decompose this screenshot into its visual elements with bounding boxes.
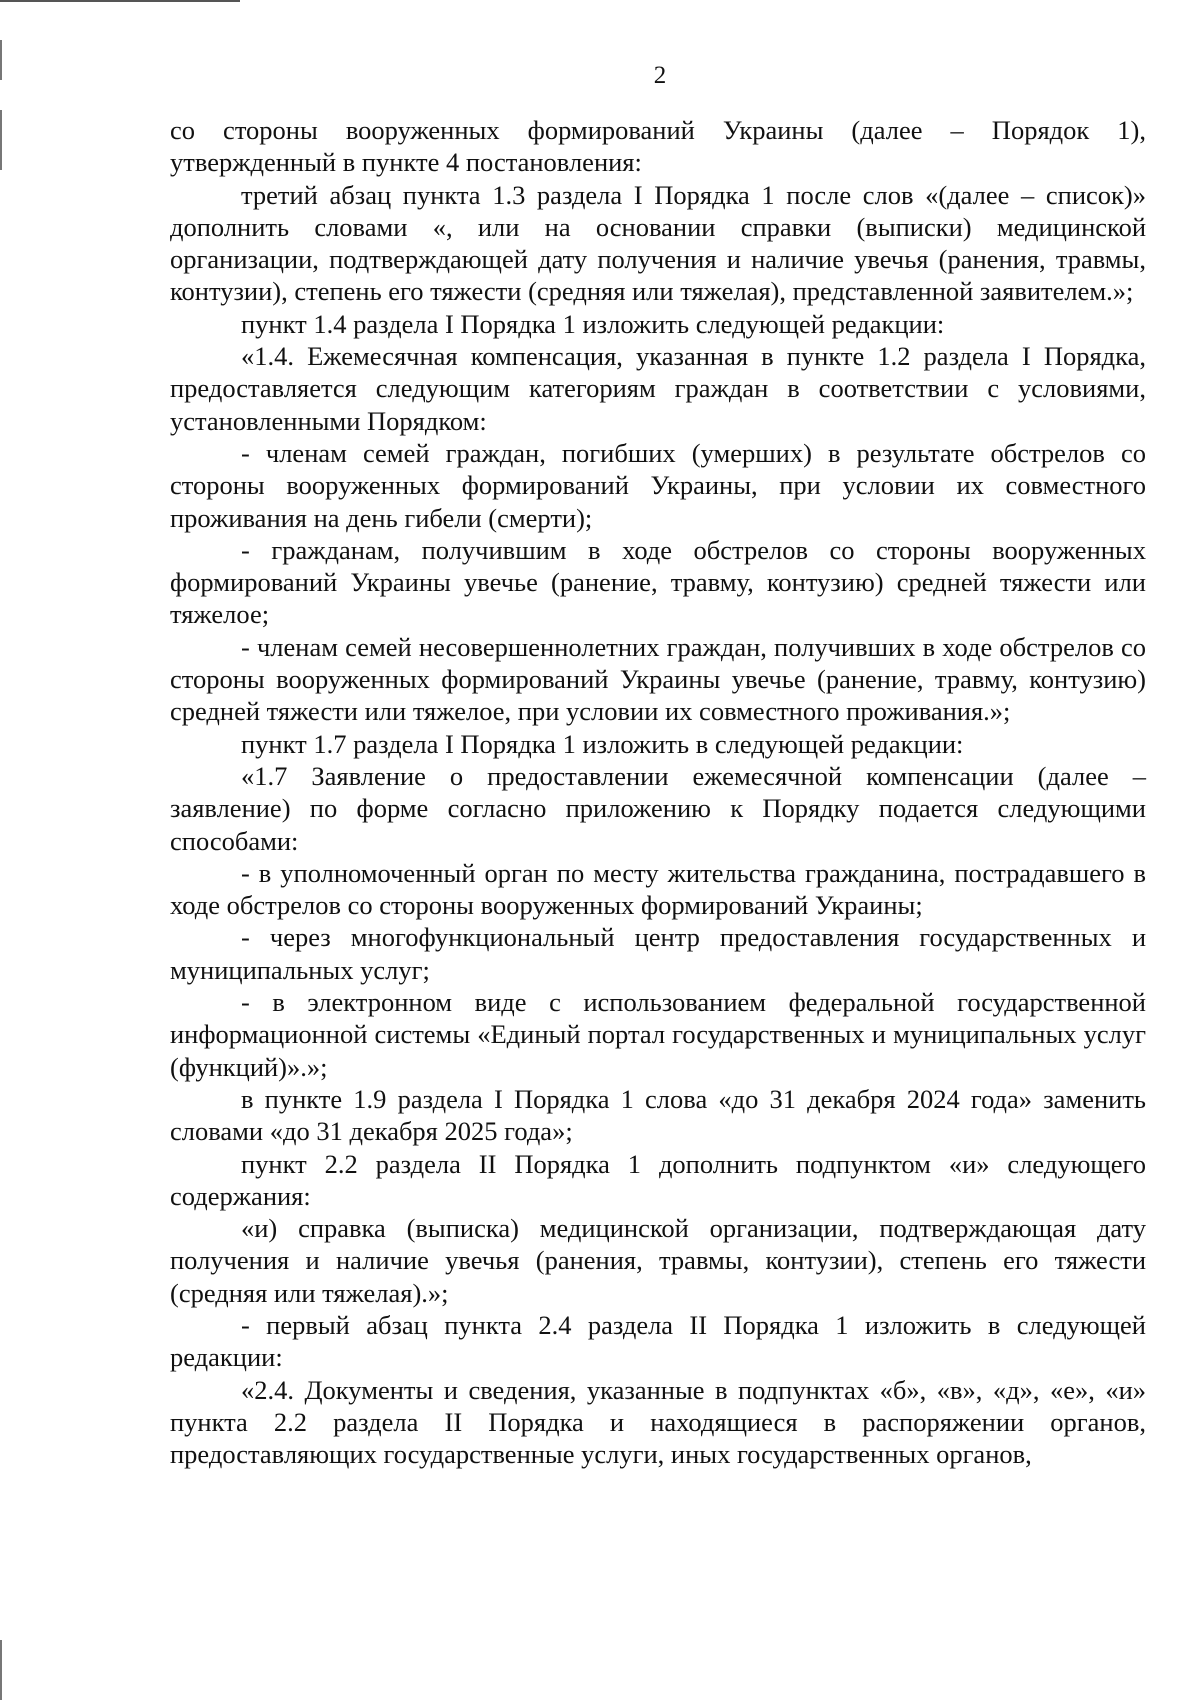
- paragraph: «1.7 Заявление о предоставлении ежемесячной компенсации (далее – заявление) по форме согласно приложению к Порядку подается следующими способами:: [170, 760, 1146, 856]
- paragraph: в пункте 1.9 раздела I Порядка 1 слова «до 31 декабря 2024 года» заменить словами «до 31 декабря 2025 года»;: [170, 1083, 1146, 1147]
- paragraph: пункт 2.2 раздела II Порядка 1 дополнить подпунктом «и» следующего содержания:: [170, 1148, 1146, 1211]
- paragraph: «и) справка (выписка) медицинской организации, подтверждающая дату получения и наличие увечья (ранения, травмы, контузии), степень его тяжести (средняя или тяжелая).»;: [170, 1213, 1146, 1308]
- document-body: [170, 114, 1146, 1470]
- paragraph: - первый абзац пункта 2.4 раздела II Порядка 1 изложить в следующей редакции:: [170, 1309, 1146, 1373]
- scan-edge-mark: [0, 0, 240, 2]
- paragraph: - в уполномоченный орган по месту жительства гражданина, пострадавшего в ходе обстрелов со стороны вооруженных формирований Украины;: [170, 857, 1146, 921]
- paragraph: - через многофункциональный центр предоставления государственных и муниципальных услуг;: [170, 922, 1146, 985]
- page-number: 2: [653, 62, 667, 89]
- paragraph: со стороны вооруженных формирований Украины (далее – Порядок 1), утвержденный в пункте 4 постановления:: [170, 115, 1146, 178]
- paragraph: третий абзац пункта 1.3 раздела I Порядка 1 после слов «(далее – список)» дополнить словами «, или на основании справки (выписки) медицинской организации, подтверждающей дату получения и наличие увечья (ранения, травмы, контузии), степень его тяжести (средняя или тяжелая), представленной заявителем.»;: [170, 179, 1146, 307]
- scan-edge-mark: [0, 1640, 2, 1700]
- paragraph: - гражданам, получившим в ходе обстрелов со стороны вооруженных формирований Украины увечье (ранение, травму, контузию) средней тяжести или тяжелое;: [170, 534, 1146, 630]
- paragraph: «2.4. Документы и сведения, указанные в подпунктах «б», «в», «д», «е», «и» пункта 2.2 раздела II Порядка и находящиеся в распоряжении органов, предоставляющих государственные услуги, иных государственных органов,: [170, 1374, 1146, 1470]
- paragraph: пункт 1.4 раздела I Порядка 1 изложить следующей редакции:: [241, 308, 945, 339]
- paragraph: - в электронном виде с использованием федеральной государственной информационной системы «Единый портал государственных и муниципальных услуг (функций)».»;: [170, 987, 1146, 1082]
- paragraph: - членам семей несовершеннолетних граждан, получивших в ходе обстрелов со стороны вооруженных формирований Украины увечье (ранение, травму, контузию) средней тяжести или тяжелое, при условии их совместного проживания.»;: [170, 631, 1146, 727]
- paragraph: - членам семей граждан, погибших (умерших) в результате обстрелов со стороны вооруженных формирований Украины, при условии их совместного проживания на день гибели (смерти);: [170, 437, 1146, 533]
- paragraph: пункт 1.7 раздела I Порядка 1 изложить в следующей редакции:: [241, 728, 964, 759]
- paragraph: «1.4. Ежемесячная компенсация, указанная в пункте 1.2 раздела I Порядка, предоставляется следующим категориям граждан в соответствии с условиями, установленными Порядком:: [170, 341, 1146, 436]
- scan-edge-mark: [0, 110, 2, 170]
